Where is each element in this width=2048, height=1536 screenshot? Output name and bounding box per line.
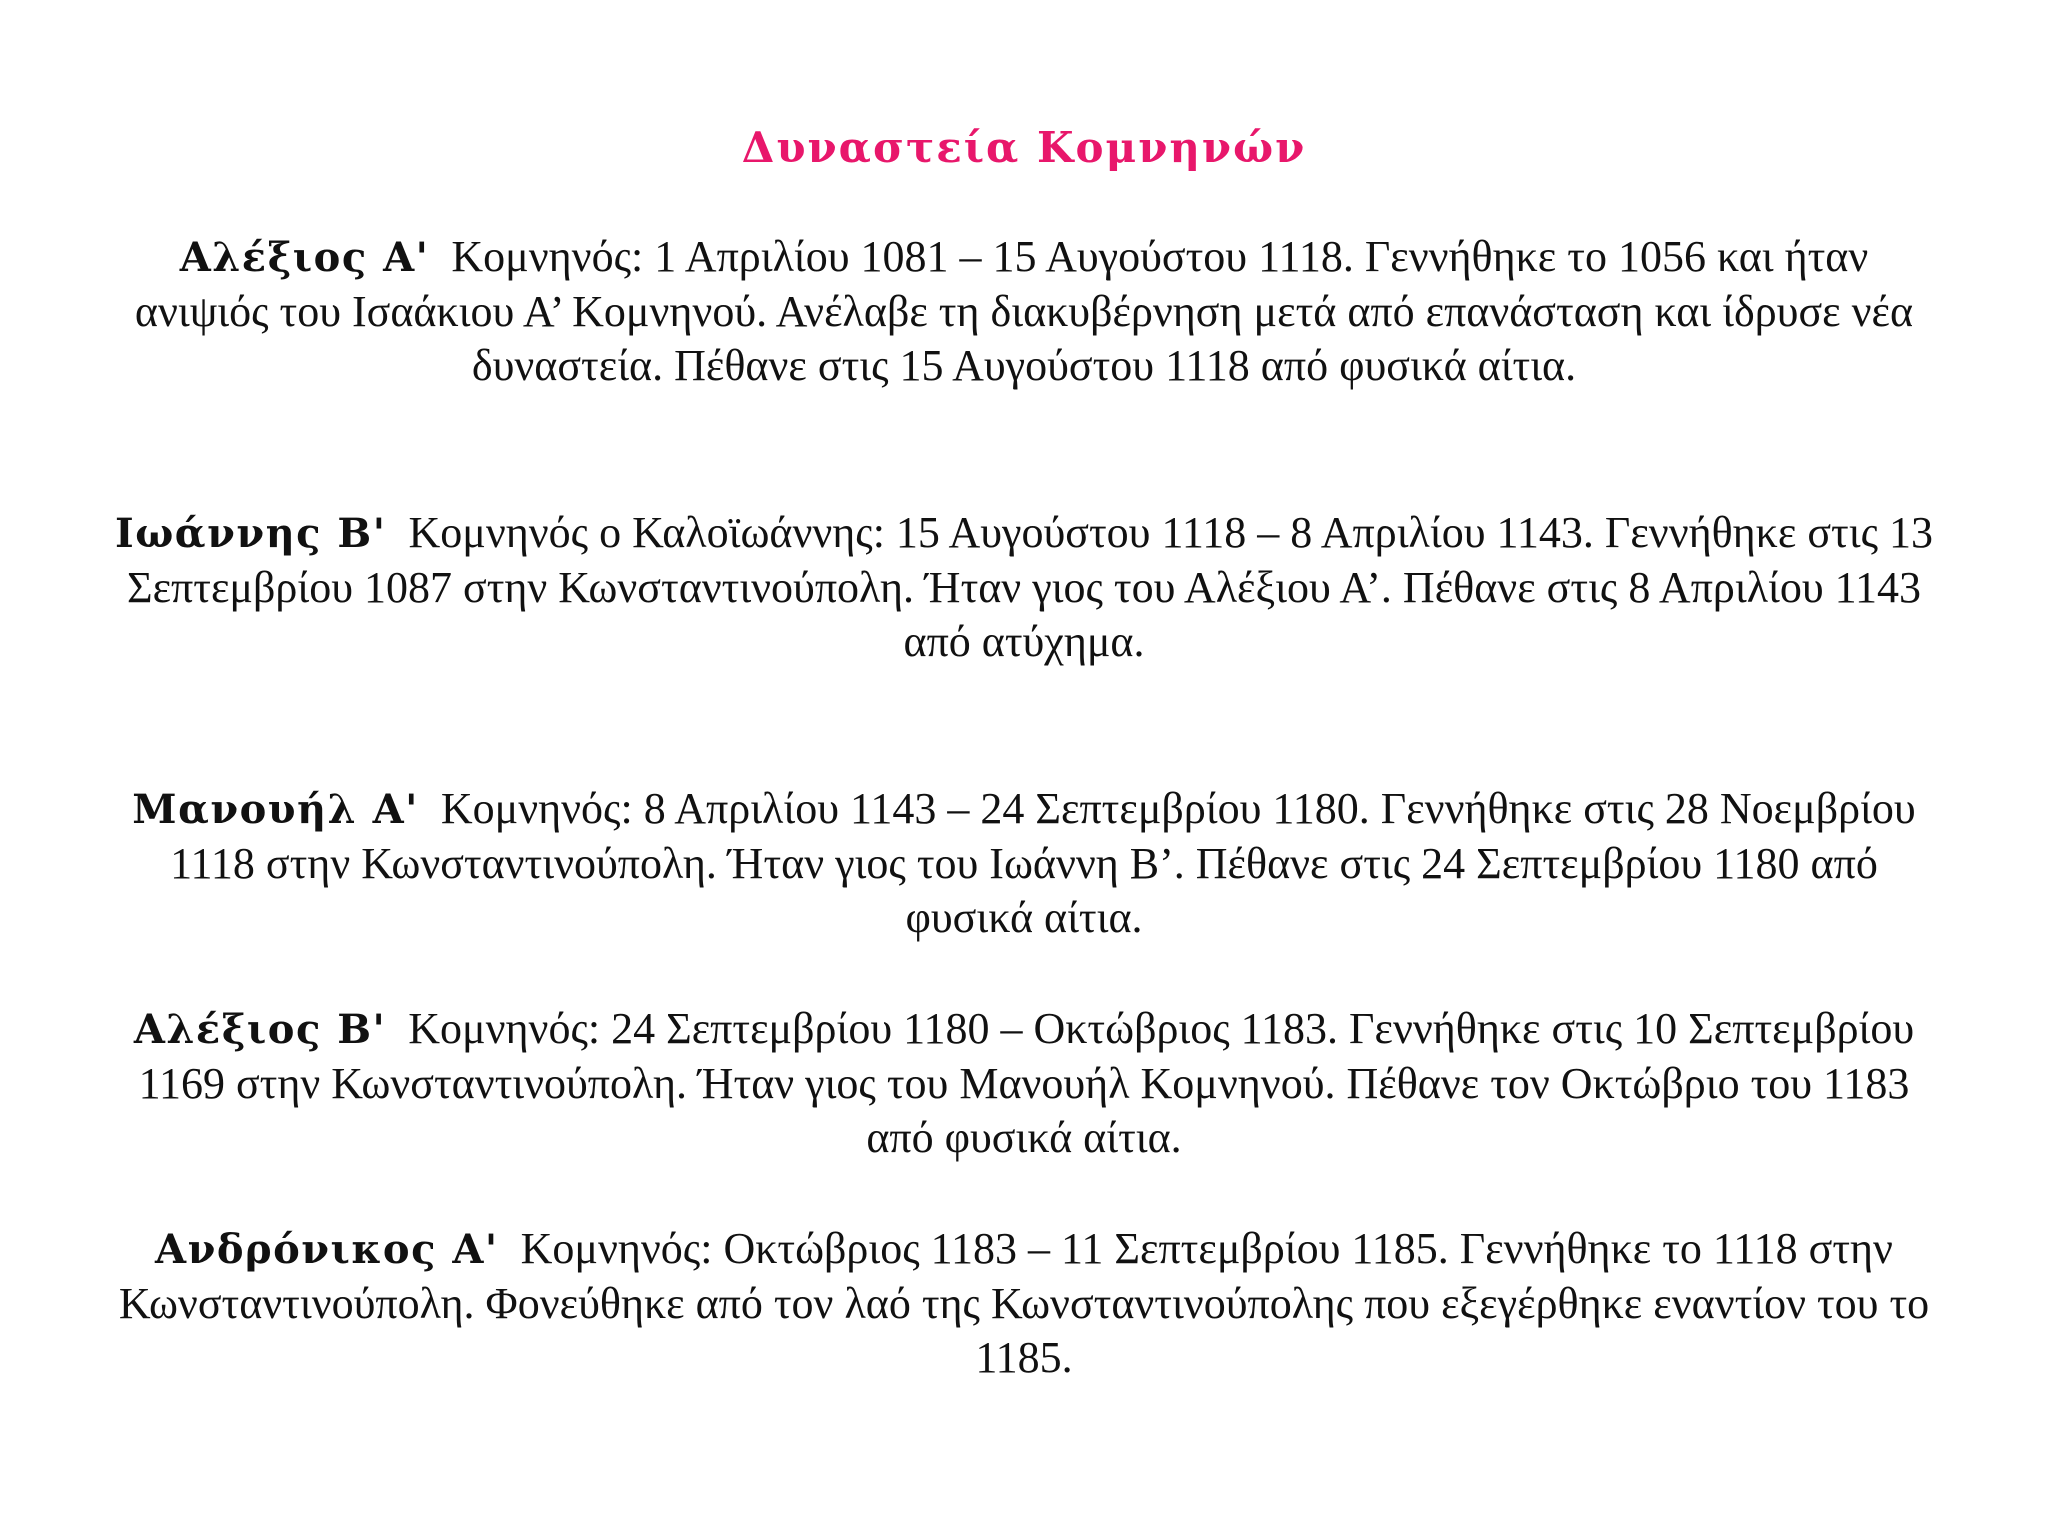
entry-manouil-a: [110, 782, 1938, 945]
entry-alexios-a: [110, 230, 1938, 393]
entry-text: Κομνηνός: Οκτώβριος 1183 – 11 Σεπτεμβρίου 1185. Γεννήθηκε το 1118 στην Κωνσταντινούπολη. Φονεύθηκε από τον λαό της Κωνσταντινούπολης που εξεγέρθηκε εναντίον του το 1185.: [118, 1224, 1930, 1382]
entry-name: Αλέξιος Β': [133, 1006, 387, 1053]
entry-ioannis-b: [110, 506, 1938, 669]
page-title: Δυναστεία Κομνηνών: [741, 123, 1307, 172]
entry-name: Αλέξιος Α': [179, 234, 430, 281]
entry-text: Κομνηνός: 1 Απριλίου 1081 – 15 Αυγούστου 1118. Γεννήθηκε το 1056 και ήταν ανιψιός του Ισαάκιου Α’ Κομνηνού. Ανέλαβε τη διακυβέρνηση μετά από επανάσταση και ίδρυσε νέα δυναστεία. Πέθανε στις 15 Αυγούστου 1118 από φυσικά αίτια.: [134, 232, 1914, 390]
entry-name: Ανδρόνικος Α': [155, 1226, 499, 1273]
entry-alexios-b: [110, 1002, 1938, 1165]
entry-andronikos-a: [110, 1222, 1938, 1385]
entry-name: Μανουήλ Α': [132, 786, 419, 833]
entry-name: Ιωάννης Β': [114, 510, 387, 557]
entry-text: Κομνηνός ο Καλοϊωάννης: 15 Αυγούστου 1118 – 8 Απριλίου 1143. Γεννήθηκε στις 13 Σεπτεμβρίου 1087 στην Κωνσταντινούπολη. Ήταν γιος του Αλέξιου Α’. Πέθανε στις 8 Απριλίου 1143 από ατύχημα.: [126, 508, 1933, 666]
entry-text: Κομνηνός: 8 Απριλίου 1143 – 24 Σεπτεμβρίου 1180. Γεννήθηκε στις 28 Νοεμβρίου 1118 στην Κωνσταντινούπολη. Ήταν γιος του Ιωάννη Β’. Πέθανε στις 24 Σεπτεμβρίου 1180 από φυσικά αίτια.: [170, 784, 1916, 942]
entry-text: Κομνηνός: 24 Σεπτεμβρίου 1180 – Οκτώβριος 1183. Γεννήθηκε στις 10 Σεπτεμβρίου 1169 στην Κωνσταντινούπολη. Ήταν γιος του Μανουήλ Κομνηνού. Πέθανε τον Οκτώβριο του 1183 από φυσικά αίτια.: [138, 1004, 1915, 1162]
